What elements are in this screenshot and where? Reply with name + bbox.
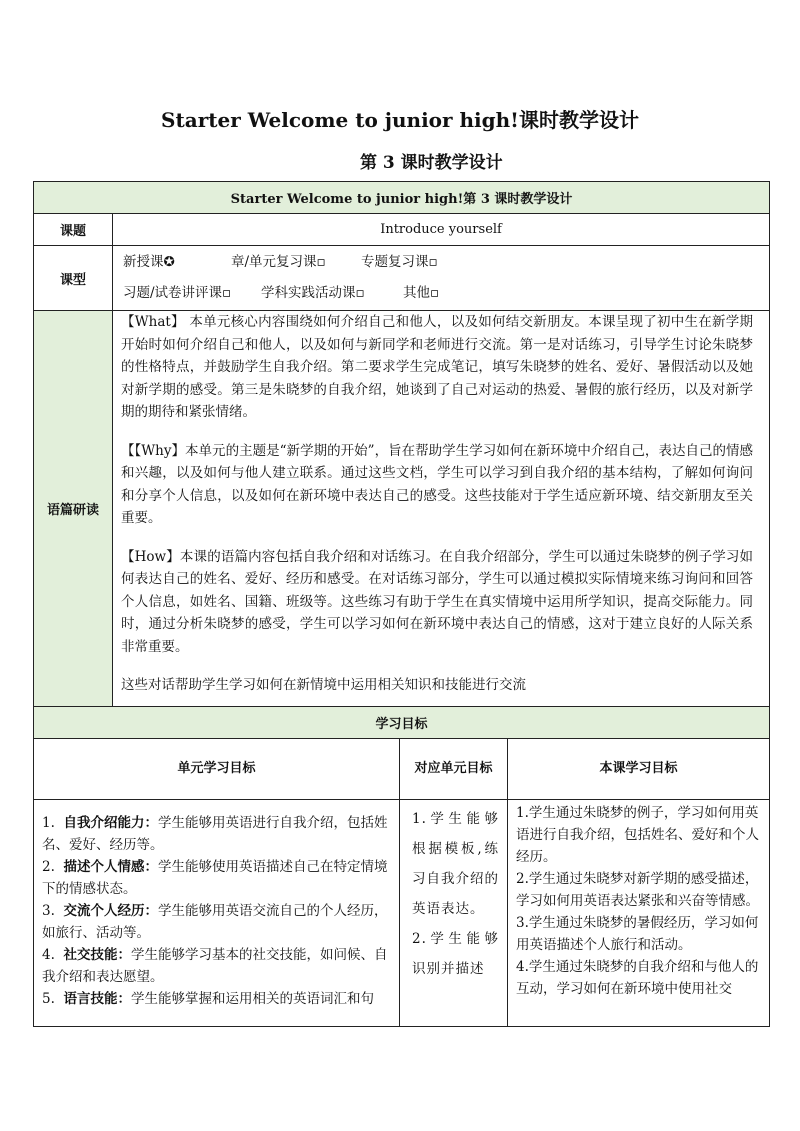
analysis-summary: 这些对话帮助学生学习如何在新情境中运用相关知识和技能进行交流 [121, 677, 526, 693]
topic-value: Introduce yourself [380, 222, 502, 237]
match-goal-item: 2.学生能够识别并描述 [412, 931, 499, 977]
type-topic-review: 专题复习课▫ [361, 254, 438, 270]
lesson-goal-item: 2.学生通过朱晓梦对新学期的感受描述，学习如何用英语表达紧张和兴奋等情感。 [516, 871, 759, 909]
unit-goal-item: 5. 语言技能：学生能够掌握和运用相关的英语词汇和句 [42, 991, 374, 1007]
lesson-goal-item: 1.学生通过朱晓梦的例子，学习如何用英语进行自我介绍，包括姓名、爱好和个人经历。 [516, 805, 759, 865]
analysis-why: 【【Why】本单元的主题是“新学期的开始”，旨在帮助学生学习如何在新环境中介绍自己，表达自己的情感和兴趣，以及如何与他人建立联系。通过这些文档，学生可以学习到自我介绍的基本结构，了解如何询问和分享个人信息，以及如何在新环境中表达自己的感受。这些技能对于学生适应新环境、结交新朋友至关重要。 [121, 442, 754, 526]
document-title: Starter Welcome to junior high!课时教学设计 [161, 108, 639, 132]
match-goal-item: 1.学生能够根据模板,练习自我介绍的英语表达。 [412, 811, 499, 917]
analysis-how: 【How】本课的语篇内容包括自我介绍和对话练习。在自我介绍部分，学生可以通过朱晓梦的例子学习如何表达自己的姓名、爱好、经历和感受。在对话练习部分，学生可以通过模拟实际情境来练习询问和回答个人信息，如姓名、国籍、班级等。这些练习有助于学生在真实情境中运用所学知识，提高交际能力。同时，通过分析朱晓梦的感受，学生可以学习如何在新环境中表达自己的情感，这对于建立良好的人际关系非常重要。 [121, 548, 754, 655]
match-goals-cell [400, 800, 508, 1027]
lesson-type-row-2 [113, 278, 769, 309]
learning-goals-header: 学习目标 [34, 707, 770, 739]
unit-goal-item: 1. 自我介绍能力：学生能够用英语进行自我介绍，包括姓名、爱好、经历等。 [42, 815, 388, 853]
type-exercise-review: 习题/试卷讲评课▫ [123, 285, 232, 301]
document-subtitle: 第 3 课时教学设计 [360, 153, 503, 173]
lesson-goal-item: 3.学生通过朱晓梦的暑假经历，学习如何用英语描述个人旅行和活动。 [516, 915, 759, 953]
unit-goal-item: 4. 社交技能：学生能够学习基本的社交技能，如问候、自我介绍和表达愿望。 [42, 947, 388, 985]
lesson-type-options [113, 246, 770, 311]
type-unit-review: 章/单元复习课▫ [231, 254, 326, 270]
topic-value-cell [113, 214, 770, 246]
table-header: Starter Welcome to junior high!第 3 课时教学设计 [34, 182, 770, 214]
unit-goals-cell [34, 800, 400, 1027]
analysis-what: 【What】 本单元核心内容围绕如何介绍自己和他人，以及如何结交新朋友。本课呈现了初中生在新学期开始时如何介绍自己和他人，以及如何与新同学和老师进行交流。第一是对话练习，引导学生讨论朱晓梦的性格特点，并鼓励学生自我介绍。第二要求学生完成笔记，填写朱晓梦的姓名、爱好、暑假活动以及她对新学期的感受。第三是朱晓梦的自我介绍，她谈到了自己对运动的热爱、暑假的旅行经历，以及对新学期的期待和紧张情绪。 [121, 314, 754, 420]
topic-label: 课题 [34, 214, 113, 246]
lesson-type-label: 课型 [34, 246, 113, 311]
type-new-lesson: 新授课✪ [123, 254, 175, 270]
lesson-goal-item: 4.学生通过朱晓梦的自我介绍和与他人的互动，学习如何在新环境中使用社交 [516, 959, 759, 997]
lesson-goals-column-header: 本课学习目标 [508, 739, 770, 800]
lesson-type-row-1 [113, 247, 769, 278]
lesson-design-table [33, 181, 770, 1027]
lesson-goals-cell [508, 800, 770, 1027]
unit-goal-item: 3. 交流个人经历：学生能够用英语交流自己的个人经历，如旅行、活动等。 [42, 903, 388, 941]
unit-goals-column-header: 单元学习目标 [34, 739, 400, 800]
text-analysis-content [113, 311, 770, 707]
unit-goal-item: 2. 描述个人情感：学生能够使用英语描述自己在特定情境下的情感状态。 [42, 859, 388, 897]
text-analysis-label: 语篇研读 [34, 311, 113, 707]
match-goals-column-header: 对应单元目标 [400, 739, 508, 800]
type-practice-activity: 学科实践活动课▫ [261, 285, 365, 301]
type-other: 其他▫ [403, 285, 440, 301]
